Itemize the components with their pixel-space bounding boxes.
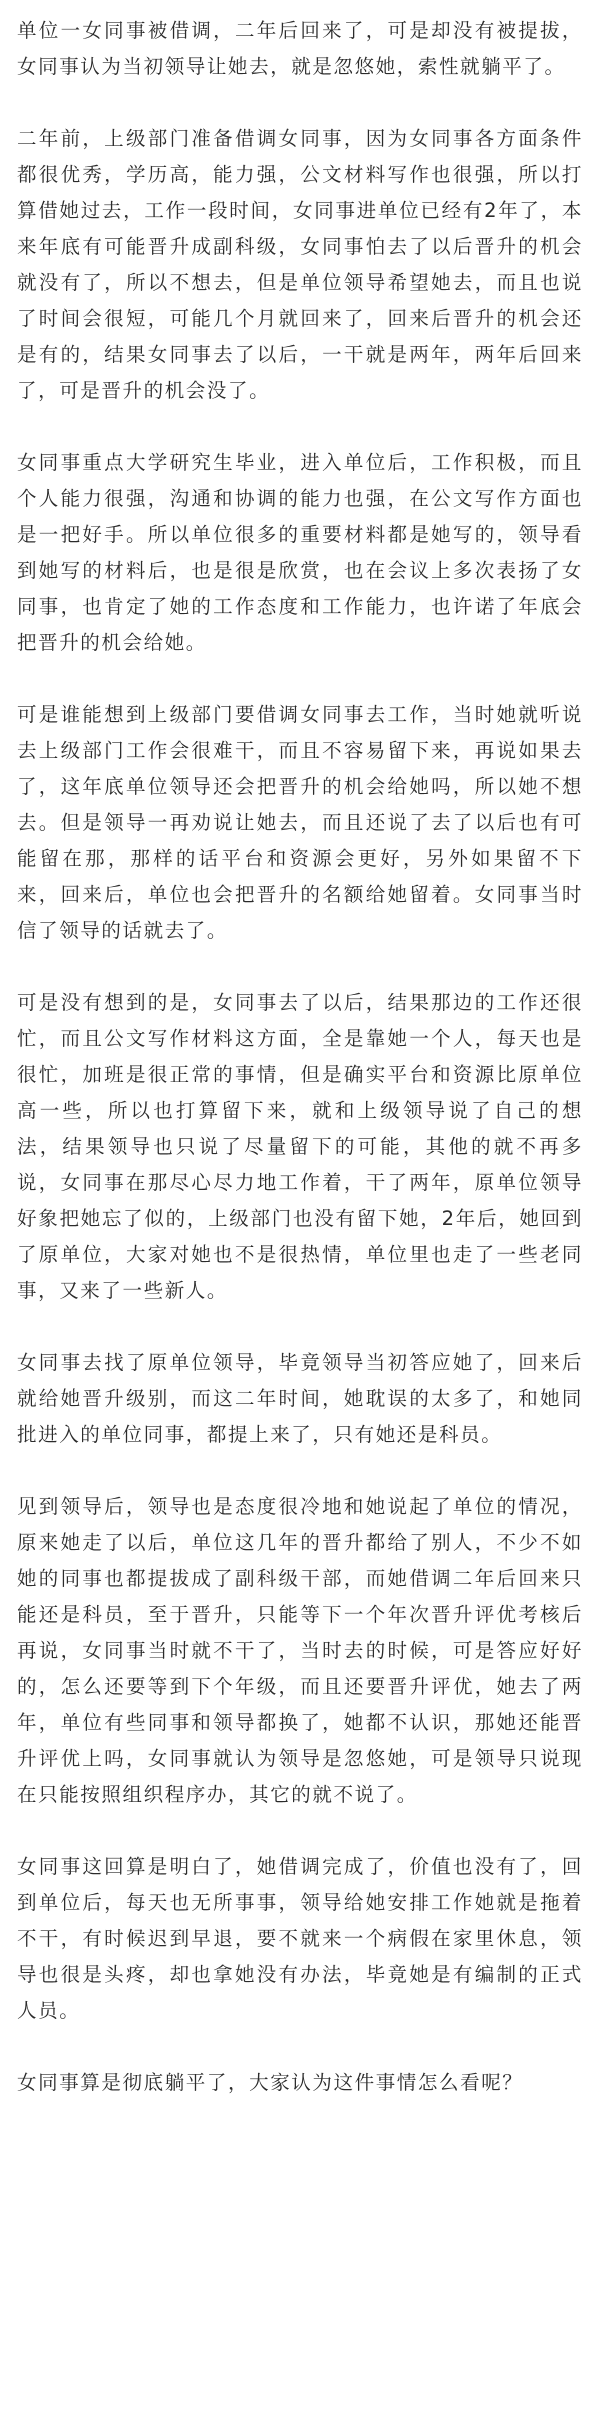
paragraph: 可是没有想到的是，女同事去了以后，结果那边的工作还很忙，而且公文写作材料这方面，全是靠她一个人，每天也是很忙，加班是很正常的事情，但是确实平台和资源比原单位高一些，所以也打算留下来，就和上级领导说了自己的想法，结果领导也只说了尽量留下的可能，其他的就不再多说，女同事在那尽心尽力地工作着，干了两年，原单位领导好象把她忘了似的，上级部门也没有留下她，2年后，她回到了原单位，大家对她也不是很热情，单位里也走了一些老同事，又来了一些新人。 [17,991,583,1302]
paragraph: 二年前，上级部门准备借调女同事，因为女同事各方面条件都很优秀，学历高，能力强，公文材料写作也很强，所以打算借她过去，工作一段时间，女同事进单位已经有2年了，本来年底有可能晋升成副科级，女同事怕去了以后晋升的机会就没有了，所以不想去，但是单位领导希望她去，而且也说了时间会很短，可能几个月就回来了，回来后晋升的机会还是有的，结果女同事去了以后，一干就是两年，两年后回来了，可是晋升的机会没了。 [17,127,583,402]
paragraph: 女同事去找了原单位领导，毕竟领导当初答应她了，回来后就给她晋升级别，而这二年时间，她耽误的太多了，和她同批进入的单位同事，都提上来了，只有她还是科员。 [17,1351,583,1446]
paragraph: 可是谁能想到上级部门要借调女同事去工作，当时她就听说去上级部门工作会很难干，而且不容易留下来，再说如果去了，这年底单位领导还会把晋升的机会给她吗，所以她不想去。但是领导一再劝说让她去，而且还说了去了以后也有可能留在那，那样的话平台和资源会更好，另外如果留不下来，回来后，单位也会把晋升的名额给她留着。女同事当时信了领导的话就去了。 [17,703,583,942]
paragraph: 见到领导后，领导也是态度很冷地和她说起了单位的情况，原来她走了以后，单位这几年的晋升都给了别人，不少不如她的同事也都提拔成了副科级干部，而她借调二年后回来只能还是科员，至于晋升，只能等下一个年次晋升评优考核后再说，女同事当时就不干了，当时去的时候，可是答应好好的，怎么还要等到下个年级，而且还要晋升评优，她去了两年，单位有些同事和领导都换了，她都不认识，那她还能晋升评优上吗，女同事就认为领导是忽悠她，可是领导只说现在只能按照组织程序办，其它的就不说了。 [17,1495,583,1806]
paragraph: 单位一女同事被借调，二年后回来了，可是却没有被提拔，女同事认为当初领导让她去，就是忽悠她，索性就躺平了。 [17,19,583,78]
paragraph: 女同事这回算是明白了，她借调完成了，价值也没有了，回到单位后，每天也无所事事，领导给她安排工作她就是拖着不干，有时候迟到早退，要不就来一个病假在家里休息，领导也很是头疼，却也拿她没有办法，毕竟她是有编制的正式人员。 [17,1855,583,2022]
paragraph: 女同事重点大学研究生毕业，进入单位后，工作积极，而且个人能力很强，沟通和协调的能力也强，在公文写作方面也是一把好手。所以单位很多的重要材料都是她写的，领导看到她写的材料后，也是很是欣赏，也在会议上多次表扬了女同事，也肯定了她的工作态度和工作能力，也许诺了年底会把晋升的机会给她。 [17,451,583,654]
article-body [17,13,583,2101]
paragraph: 女同事算是彻底躺平了，大家认为这件事情怎么看呢？ [17,2071,524,2094]
